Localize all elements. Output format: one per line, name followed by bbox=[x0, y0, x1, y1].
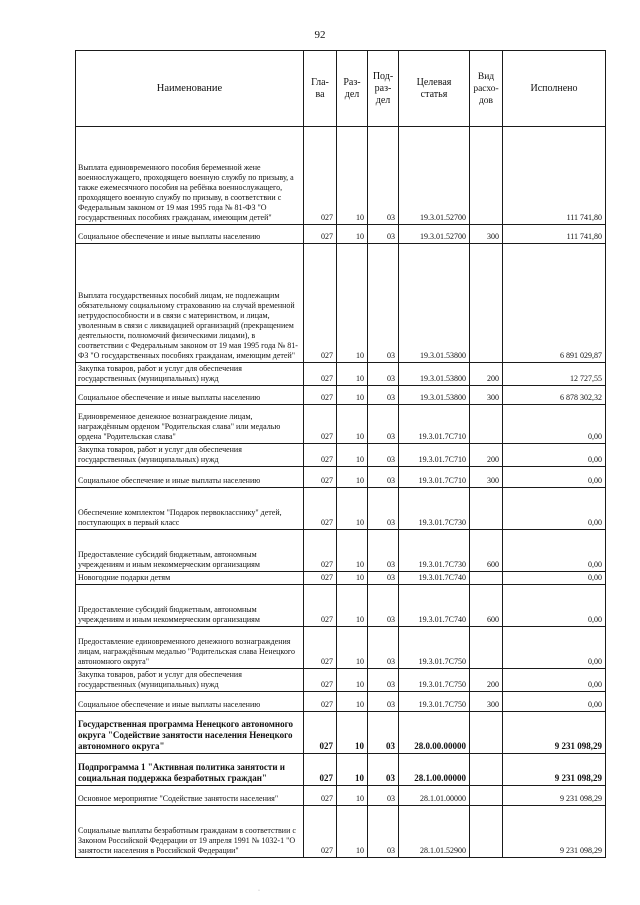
row-vid-cell bbox=[470, 244, 503, 363]
row-podrazdel-cell: 03 bbox=[368, 386, 399, 405]
table-row bbox=[76, 363, 606, 386]
row-target-cell: 19.3.01.7С750 bbox=[399, 627, 470, 669]
row-target-cell: 19.3.01.53800 bbox=[399, 244, 470, 363]
table-row bbox=[76, 712, 606, 754]
row-vid-cell bbox=[470, 754, 503, 786]
row-target-cell: 19.3.01.7С750 bbox=[399, 692, 470, 712]
row-vid-cell bbox=[470, 627, 503, 669]
table-row bbox=[76, 754, 606, 786]
row-vid-cell bbox=[470, 786, 503, 806]
budget-table bbox=[75, 50, 606, 858]
row-glava-cell: 027 bbox=[304, 669, 337, 692]
row-ispolneno-cell: 9 231 098,29 bbox=[503, 754, 606, 786]
row-target-cell: 28.1.01.52900 bbox=[399, 806, 470, 858]
row-razdel-cell: 10 bbox=[337, 712, 368, 754]
table-row bbox=[76, 405, 606, 444]
row-ispolneno-cell: 9 231 098,29 bbox=[503, 806, 606, 858]
row-razdel-cell: 10 bbox=[337, 627, 368, 669]
row-ispolneno-cell: 12 727,55 bbox=[503, 363, 606, 386]
row-glava-cell: 027 bbox=[304, 754, 337, 786]
row-podrazdel-cell: 03 bbox=[368, 127, 399, 225]
row-ispolneno-cell: 9 231 098,29 bbox=[503, 712, 606, 754]
row-vid-cell bbox=[470, 572, 503, 585]
row-glava-cell: 027 bbox=[304, 467, 337, 488]
row-razdel-cell: 10 bbox=[337, 225, 368, 244]
row-name-cell: Закупка товаров, работ и услуг для обеспечения государственных (муниципальных) нужд bbox=[76, 363, 304, 386]
row-glava-cell: 027 bbox=[304, 572, 337, 585]
row-podrazdel-cell: 03 bbox=[368, 692, 399, 712]
row-podrazdel-cell: 03 bbox=[368, 363, 399, 386]
table-row bbox=[76, 572, 606, 585]
row-razdel-cell: 10 bbox=[337, 754, 368, 786]
table-row bbox=[76, 786, 606, 806]
row-glava-cell: 027 bbox=[304, 386, 337, 405]
row-vid-cell: 200 bbox=[470, 669, 503, 692]
row-target-cell: 19.3.01.7С730 bbox=[399, 488, 470, 530]
row-razdel-cell: 10 bbox=[337, 786, 368, 806]
row-vid-cell: 300 bbox=[470, 386, 503, 405]
row-name-cell: Государственная программа Ненецкого автономного округа "Содействие занятости населения Ненецкого автономного округа" bbox=[76, 712, 304, 754]
table-row bbox=[76, 585, 606, 627]
row-target-cell: 19.3.01.7С750 bbox=[399, 669, 470, 692]
row-name-cell: Выплата государственных пособий лицам, не подлежащим обязательному социальному страхованию на случай временной нетрудоспособности и в связи с материнством, и лицам, уволенным в связи с ликвидацией организаций (прекращением деятельности, полномочий физическими лицами), в соответствии с Федеральным законом от 19 мая 1995 года № 81-ФЗ "О государственных пособиях гражданам, имеющим детей" bbox=[76, 244, 304, 363]
row-razdel-cell: 10 bbox=[337, 585, 368, 627]
row-vid-cell bbox=[470, 405, 503, 444]
row-ispolneno-cell: 0,00 bbox=[503, 572, 606, 585]
row-razdel-cell: 10 bbox=[337, 806, 368, 858]
row-podrazdel-cell: 03 bbox=[368, 244, 399, 363]
row-target-cell: 19.3.01.53800 bbox=[399, 363, 470, 386]
row-name-cell: Закупка товаров, работ и услуг для обеспечения государственных (муниципальных) нужд bbox=[76, 444, 304, 467]
col-header-vid: Вид расхо- дов bbox=[470, 51, 503, 127]
row-name-cell: Новогодние подарки детям bbox=[76, 572, 304, 585]
row-target-cell: 19.3.01.53800 bbox=[399, 386, 470, 405]
row-razdel-cell: 10 bbox=[337, 572, 368, 585]
row-vid-cell: 200 bbox=[470, 363, 503, 386]
row-target-cell: 19.3.01.52700 bbox=[399, 127, 470, 225]
row-target-cell: 19.3.01.7С710 bbox=[399, 405, 470, 444]
col-header-razdel: Раз- дел bbox=[337, 51, 368, 127]
row-target-cell: 28.0.00.00000 bbox=[399, 712, 470, 754]
row-ispolneno-cell: 0,00 bbox=[503, 530, 606, 572]
row-glava-cell: 027 bbox=[304, 530, 337, 572]
row-razdel-cell: 10 bbox=[337, 669, 368, 692]
row-ispolneno-cell: 111 741,80 bbox=[503, 225, 606, 244]
row-razdel-cell: 10 bbox=[337, 386, 368, 405]
row-ispolneno-cell: 111 741,80 bbox=[503, 127, 606, 225]
row-name-cell: Социальные выплаты безработным гражданам в соответствии с Законом Российской Федерации от 19 апреля 1991 № 1032-1 "О занятости населения в Российской Федерации" bbox=[76, 806, 304, 858]
row-razdel-cell: 10 bbox=[337, 692, 368, 712]
row-name-cell: Единовременное денежное вознаграждение лицам, награждённым орденом "Родительская слава" или медалью ордена "Родительская слава" bbox=[76, 405, 304, 444]
row-glava-cell: 027 bbox=[304, 244, 337, 363]
table-row bbox=[76, 127, 606, 225]
row-glava-cell: 027 bbox=[304, 363, 337, 386]
table-row bbox=[76, 530, 606, 572]
row-name-cell: Основное мероприятие "Содействие занятости населения" bbox=[76, 786, 304, 806]
row-glava-cell: 027 bbox=[304, 488, 337, 530]
row-glava-cell: 027 bbox=[304, 627, 337, 669]
row-podrazdel-cell: 03 bbox=[368, 488, 399, 530]
table-row bbox=[76, 244, 606, 363]
col-header-name: Наименование bbox=[76, 51, 304, 127]
row-vid-cell bbox=[470, 712, 503, 754]
row-glava-cell: 027 bbox=[304, 127, 337, 225]
table-row bbox=[76, 627, 606, 669]
row-podrazdel-cell: 03 bbox=[368, 530, 399, 572]
row-glava-cell: 027 bbox=[304, 444, 337, 467]
row-ispolneno-cell: 0,00 bbox=[503, 585, 606, 627]
row-podrazdel-cell: 03 bbox=[368, 786, 399, 806]
row-target-cell: 28.1.00.00000 bbox=[399, 754, 470, 786]
table-header-row bbox=[76, 51, 606, 127]
table-row bbox=[76, 225, 606, 244]
row-vid-cell: 600 bbox=[470, 530, 503, 572]
row-razdel-cell: 10 bbox=[337, 488, 368, 530]
row-vid-cell: 300 bbox=[470, 225, 503, 244]
table-row bbox=[76, 806, 606, 858]
row-ispolneno-cell: 0,00 bbox=[503, 444, 606, 467]
row-glava-cell: 027 bbox=[304, 806, 337, 858]
row-ispolneno-cell: 0,00 bbox=[503, 488, 606, 530]
row-glava-cell: 027 bbox=[304, 405, 337, 444]
row-vid-cell: 300 bbox=[470, 467, 503, 488]
row-podrazdel-cell: 03 bbox=[368, 572, 399, 585]
col-header-ispolneno: Исполнено bbox=[503, 51, 606, 127]
row-name-cell: Социальное обеспечение и иные выплаты населению bbox=[76, 467, 304, 488]
row-target-cell: 19.3.01.7С740 bbox=[399, 585, 470, 627]
row-razdel-cell: 10 bbox=[337, 530, 368, 572]
row-name-cell: Выплата единовременного пособия беременной жене военнослужащего, проходящего военную службу по призыву, а также ежемесячного пособия на ребёнка военнослужащего, проходящего военную службу по призыву, в соответствии с Федеральным законом от 19 мая 1995 года № 81-ФЗ "О государственных пособиях гражданам, имеющим детей" bbox=[76, 127, 304, 225]
row-target-cell: 19.3.01.7С730 bbox=[399, 530, 470, 572]
col-header-glava: Гла- ва bbox=[304, 51, 337, 127]
row-target-cell: 19.3.01.7С710 bbox=[399, 444, 470, 467]
row-name-cell: Предоставление субсидий бюджетным, автономным учреждениям и иным некоммерческим организациям bbox=[76, 585, 304, 627]
row-name-cell: Социальное обеспечение и иные выплаты населению bbox=[76, 692, 304, 712]
row-podrazdel-cell: 03 bbox=[368, 444, 399, 467]
row-razdel-cell: 10 bbox=[337, 405, 368, 444]
row-podrazdel-cell: 03 bbox=[368, 712, 399, 754]
row-ispolneno-cell: 9 231 098,29 bbox=[503, 786, 606, 806]
row-podrazdel-cell: 03 bbox=[368, 627, 399, 669]
row-podrazdel-cell: 03 bbox=[368, 806, 399, 858]
row-podrazdel-cell: 03 bbox=[368, 405, 399, 444]
row-name-cell: Обеспечение комплектом "Подарок первокласснику" детей, поступающих в первый класс bbox=[76, 488, 304, 530]
table-row bbox=[76, 386, 606, 405]
row-glava-cell: 027 bbox=[304, 692, 337, 712]
table-row bbox=[76, 488, 606, 530]
row-glava-cell: 027 bbox=[304, 712, 337, 754]
row-razdel-cell: 10 bbox=[337, 444, 368, 467]
row-vid-cell: 300 bbox=[470, 692, 503, 712]
row-ispolneno-cell: 0,00 bbox=[503, 405, 606, 444]
row-ispolneno-cell: 6 891 029,87 bbox=[503, 244, 606, 363]
row-ispolneno-cell: 0,00 bbox=[503, 467, 606, 488]
row-razdel-cell: 10 bbox=[337, 127, 368, 225]
row-vid-cell bbox=[470, 127, 503, 225]
page-number: 92 bbox=[314, 29, 326, 41]
row-ispolneno-cell: 6 878 302,32 bbox=[503, 386, 606, 405]
row-vid-cell: 200 bbox=[470, 444, 503, 467]
table-row bbox=[76, 669, 606, 692]
row-vid-cell bbox=[470, 488, 503, 530]
row-name-cell: Социальное обеспечение и иные выплаты населению bbox=[76, 225, 304, 244]
row-ispolneno-cell: 0,00 bbox=[503, 669, 606, 692]
row-ispolneno-cell: 0,00 bbox=[503, 627, 606, 669]
row-name-cell: Предоставление субсидий бюджетным, автономным учреждениям и иным некоммерческим организациям bbox=[76, 530, 304, 572]
row-podrazdel-cell: 03 bbox=[368, 467, 399, 488]
row-name-cell: Предоставление единовременного денежного вознаграждения лицам, награждённым медалью "Родительская слава Ненецкого автономного округа" bbox=[76, 627, 304, 669]
row-podrazdel-cell: 03 bbox=[368, 754, 399, 786]
row-glava-cell: 027 bbox=[304, 585, 337, 627]
row-vid-cell bbox=[470, 806, 503, 858]
row-name-cell: Закупка товаров, работ и услуг для обеспечения государственных (муниципальных) нужд bbox=[76, 669, 304, 692]
row-glava-cell: 027 bbox=[304, 225, 337, 244]
scan-mark: · bbox=[258, 888, 260, 894]
row-name-cell: Подпрограмма 1 "Активная политика занятости и социальная поддержка безработных граждан" bbox=[76, 754, 304, 786]
row-razdel-cell: 10 bbox=[337, 363, 368, 386]
row-target-cell: 19.3.01.7С740 bbox=[399, 572, 470, 585]
row-razdel-cell: 10 bbox=[337, 244, 368, 363]
table-row bbox=[76, 692, 606, 712]
row-vid-cell: 600 bbox=[470, 585, 503, 627]
row-name-cell: Социальное обеспечение и иные выплаты населению bbox=[76, 386, 304, 405]
row-glava-cell: 027 bbox=[304, 786, 337, 806]
col-header-podrazdel: Под- раз- дел bbox=[368, 51, 399, 127]
table-row bbox=[76, 467, 606, 488]
row-ispolneno-cell: 0,00 bbox=[503, 692, 606, 712]
row-podrazdel-cell: 03 bbox=[368, 225, 399, 244]
row-podrazdel-cell: 03 bbox=[368, 585, 399, 627]
row-podrazdel-cell: 03 bbox=[368, 669, 399, 692]
row-target-cell: 28.1.01.00000 bbox=[399, 786, 470, 806]
row-razdel-cell: 10 bbox=[337, 467, 368, 488]
table-row bbox=[76, 444, 606, 467]
row-target-cell: 19.3.01.52700 bbox=[399, 225, 470, 244]
row-target-cell: 19.3.01.7С710 bbox=[399, 467, 470, 488]
col-header-target: Целевая статья bbox=[399, 51, 470, 127]
